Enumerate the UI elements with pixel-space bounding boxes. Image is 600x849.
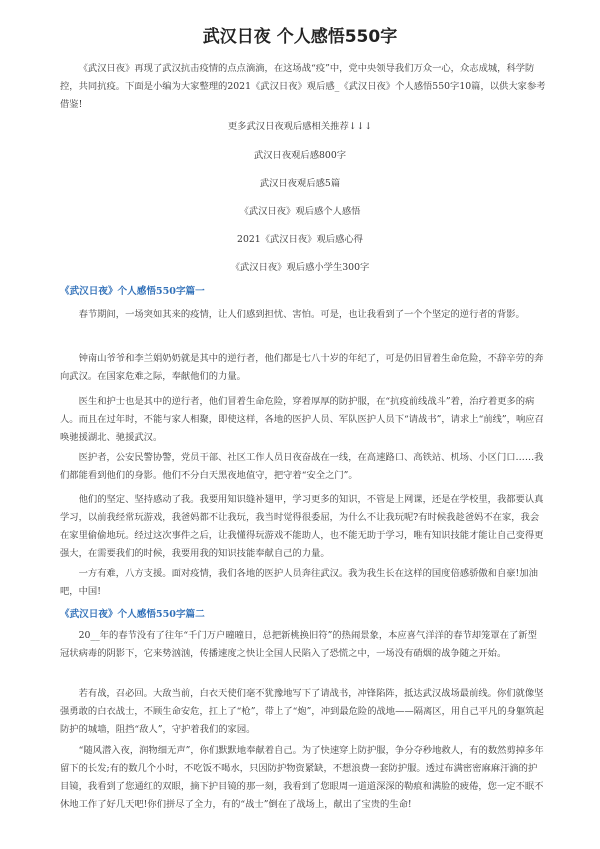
related-link-1[interactable]: 武汉日夜观后感800字 — [253, 150, 347, 161]
section1-paragraph: 医护者，公安民警协警，党员干部、社区工作人员日夜奋战在一线，在高速路口、高铁站、机场、小区门口……我们都能看到他们的身影。他们不分白天黑夜地值守，把守着“安全之门”。 — [60, 452, 544, 481]
section1-paragraph: 春节期间，一场突如其来的疫情，让人们感到担忧、害怕。可是，也让我看到了一个个坚定的逆行者的背影。 — [78, 309, 525, 320]
section1-paragraph: 他们的坚定、坚持感动了我。我要用知识缝补翅甲，学习更多的知识，不管是上网课，还是在学校里，我都要认真学习，以前我经常玩游戏，我爸妈都不让我玩，我当时觉得很委屈，为什么不让我玩呢?有时候我趁爸妈不在家，我会在家里偷偷地玩。经过这次事件之后，让我懂得玩游戏不能助人，也不能无助于学习，唯有知识技能才能让自己变得更强大，在需要我们的时候，我要用我的知识技能奉献自己的力量。 — [60, 494, 544, 559]
more-recommend-label: 更多武汉日夜观后感相关推荐↓↓↓ — [227, 121, 373, 132]
section2-paragraph: “随风潜入夜，润物细无声”，你们默默地奉献着自己。为了快速穿上防护服，争分夺秒地救人，有的数然剪掉多年留下的长发;有的数几个小时，不吃饭不喝水，只因防护物资紧缺，不想浪费一套防护服。透过布满密密麻麻汗滴的护目镜，我看到了您通红的双眼，摘下护目镜的那一刻，我看到了您眼周一道道深深的勒痕和满脸的疲倦，您一定不眠不休地工作了好几天吧!你们拼尽了全力，有的“战士”倒在了战场上，献出了宝贵的生命! — [60, 745, 544, 810]
related-link-3[interactable]: 《武汉日夜》观后感个人感悟 — [239, 206, 361, 217]
section-heading-2: 《武汉日夜》个人感悟550字篇二 — [60, 609, 205, 620]
section-heading-1: 《武汉日夜》个人感悟550字篇一 — [60, 286, 205, 297]
section1-paragraph: 医生和护士也是其中的逆行者，他们冒着生命危险，穿着厚厚的防护服，在“抗疫前线战斗”着，治疗着更多的病人。而且在过年时，不能与家人相聚，即使这样，各地的医护人员、军队医护人员下“请战书”，请求上“前线”，响应召唤驰援湖北、驰援武汉。 — [60, 396, 544, 443]
section1-paragraph: 一方有难，八方支援。面对疫情，我们各地的医护人员奔往武汉。我为我生长在这样的国度倍感骄傲和自豪!加油吧，中国! — [60, 568, 538, 597]
related-link-4[interactable]: 2021《武汉日夜》观后感心得 — [237, 234, 363, 245]
related-link-2[interactable]: 武汉日夜观后感5篇 — [259, 178, 341, 189]
section1-paragraph: 钟南山爷爷和李兰娟奶奶就是其中的逆行者，他们都是七八十岁的年纪了，可是仍旧冒着生命危险，不辞辛劳的奔向武汉。在国家危难之际，奉献他们的力量。 — [60, 353, 544, 382]
section2-paragraph: 若有战，召必回。大敌当前，白衣天使们毫不犹豫地写下了请战书，冲锋陷阵，抵达武汉战场最前线。你们就像坚强勇敢的白衣战士，不顾生命安危，扛上了“枪”，带上了“炮”，冲到最危险的战地——隔离区，用自己平凡的身躯筑起防护的城墙，阻挡“敌人”，守护着我们的家园。 — [60, 688, 544, 735]
section2-paragraph: 20__年的春节没有了往年“千门万户曈曈日，总把新桃换旧符”的热闹景象，本应喜气洋洋的春节却笼罩在了新型冠状病毒的阴影下，它来势汹汹，传播速度之快让全国人民陷入了恐慌之中，一场没有硝烟的战争随之开始。 — [60, 630, 537, 659]
related-link-5[interactable]: 《武汉日夜》观后感小学生300字 — [230, 262, 370, 273]
page-title: 武汉日夜 个人感悟550字 — [202, 27, 398, 47]
intro-paragraph: 《武汉日夜》再现了武汉抗击疫情的点点滴滴，在这场战“疫”中，党中央领导我们万众一心，众志成城，科学防控，共同抗疫。下面是小编为大家整理的2021《武汉日夜》观后感_《武汉日夜》个人感悟550字10篇，以供大家参考借鉴! — [60, 63, 546, 110]
